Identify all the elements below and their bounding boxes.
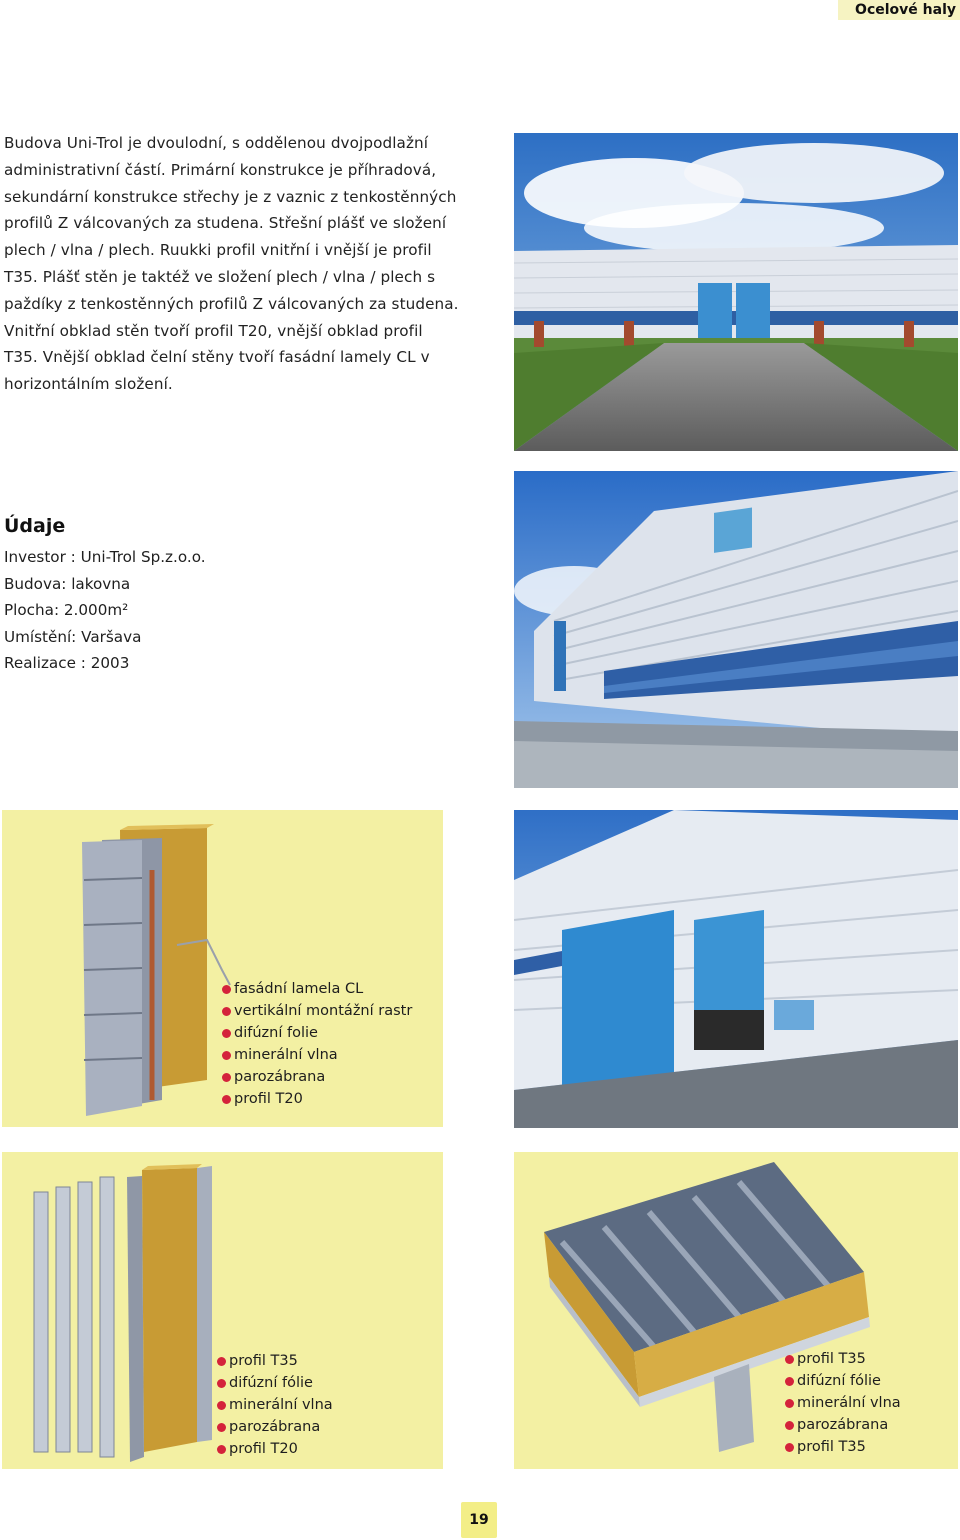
legend-label: minerální vlna [797, 1395, 901, 1411]
legend-dot [785, 1443, 794, 1452]
legend-label: minerální vlna [234, 1047, 338, 1063]
legend-dot [222, 1007, 231, 1016]
intro-paragraph: Budova Uni-Trol je dvoulodní, s oddělenou dvojpodlažní administrativní částí. Primární konstrukce je příhradová, sekundární konstrukce střechy je z vaznic z tenkostěnných profilů Z válcovaných za studena. Střešní plášť ve složení plech / vlna / plech. Ruukki profil vnitřní i vnější je profil T35. Plášť stěn je taktéž ve složení plech / vlna / plech s paždíky z tenkostěnných profilů Z válcovaných za studena. Vnitřní obklad stěn tvoří profil T20, vnější obklad profil T35. Vnější obklad čelní stěny tvoří fasádní lamely CL v horizontálním složení. [4, 134, 459, 394]
section-tag: Ocelové haly [838, 0, 960, 20]
legend-dot [222, 1051, 231, 1060]
legend-item [229, 1372, 333, 1394]
diagram-side-wall [2, 1152, 443, 1469]
legend-label: parozábrana [234, 1069, 326, 1085]
legend-label: fasádní lamela CL [234, 981, 364, 997]
legend-dot [785, 1421, 794, 1430]
side-wall-legend [229, 1350, 333, 1460]
side-wall-layers-illustration [2, 1152, 443, 1469]
legend-dot [217, 1401, 226, 1410]
legend-dot [217, 1379, 226, 1388]
page-number: 19 [461, 1502, 497, 1538]
legend-label: parozábrana [229, 1419, 321, 1435]
legend-label: profil T20 [234, 1091, 303, 1107]
diagram-roof [514, 1152, 958, 1469]
legend-item [229, 1350, 333, 1372]
legend-dot [222, 1073, 231, 1082]
photo-hall-doors [514, 810, 958, 1128]
legend-label: minerální vlna [229, 1397, 333, 1413]
legend-dot [222, 985, 231, 994]
legend-dot [217, 1357, 226, 1366]
diagram-facade-wall [2, 810, 443, 1127]
legend-item [234, 1088, 412, 1110]
legend-dot [785, 1399, 794, 1408]
photo-hall-front [514, 133, 958, 451]
legend-item [797, 1436, 901, 1458]
legend-item [797, 1414, 901, 1436]
detail-realization: Realizace : 2003 [4, 654, 130, 673]
legend-dot [217, 1423, 226, 1432]
legend-label: profil T35 [797, 1351, 866, 1367]
legend-dot [222, 1029, 231, 1038]
legend-dot [785, 1377, 794, 1386]
legend-item [797, 1370, 901, 1392]
legend-item [229, 1438, 333, 1460]
legend-label: difúzní fólie [229, 1375, 313, 1391]
legend-item [234, 1044, 412, 1066]
detail-investor: Investor : Uni-Trol Sp.z.o.o. [4, 548, 206, 566]
legend-item [797, 1392, 901, 1414]
legend-label: profil T20 [229, 1441, 298, 1457]
legend-label: vertikální montážní rastr [234, 1003, 413, 1019]
legend-item [234, 1022, 412, 1044]
photo-facade-perspective [514, 471, 958, 788]
legend-item [229, 1394, 333, 1416]
detail-area: Plocha: 2.000m² [4, 601, 129, 620]
legend-item [234, 978, 412, 1000]
legend-item [797, 1348, 901, 1370]
legend-label: difúzní folie [234, 1025, 318, 1041]
detail-location: Umístění: Varšava [4, 627, 142, 646]
legend-dot [217, 1445, 226, 1454]
roof-legend [797, 1348, 901, 1458]
legend-label: profil T35 [229, 1353, 298, 1369]
facade-wall-legend [234, 978, 412, 1110]
legend-dot [785, 1355, 794, 1364]
details-list [4, 544, 206, 677]
legend-label: profil T35 [797, 1439, 866, 1455]
legend-item [234, 1000, 412, 1022]
legend-item [234, 1066, 412, 1088]
details-heading: Údaje [4, 515, 66, 537]
legend-dot [222, 1095, 231, 1104]
legend-item [229, 1416, 333, 1438]
detail-building: Budova: lakovna [4, 574, 131, 593]
legend-label: difúzní fólie [797, 1373, 881, 1389]
legend-label: parozábrana [797, 1417, 889, 1433]
